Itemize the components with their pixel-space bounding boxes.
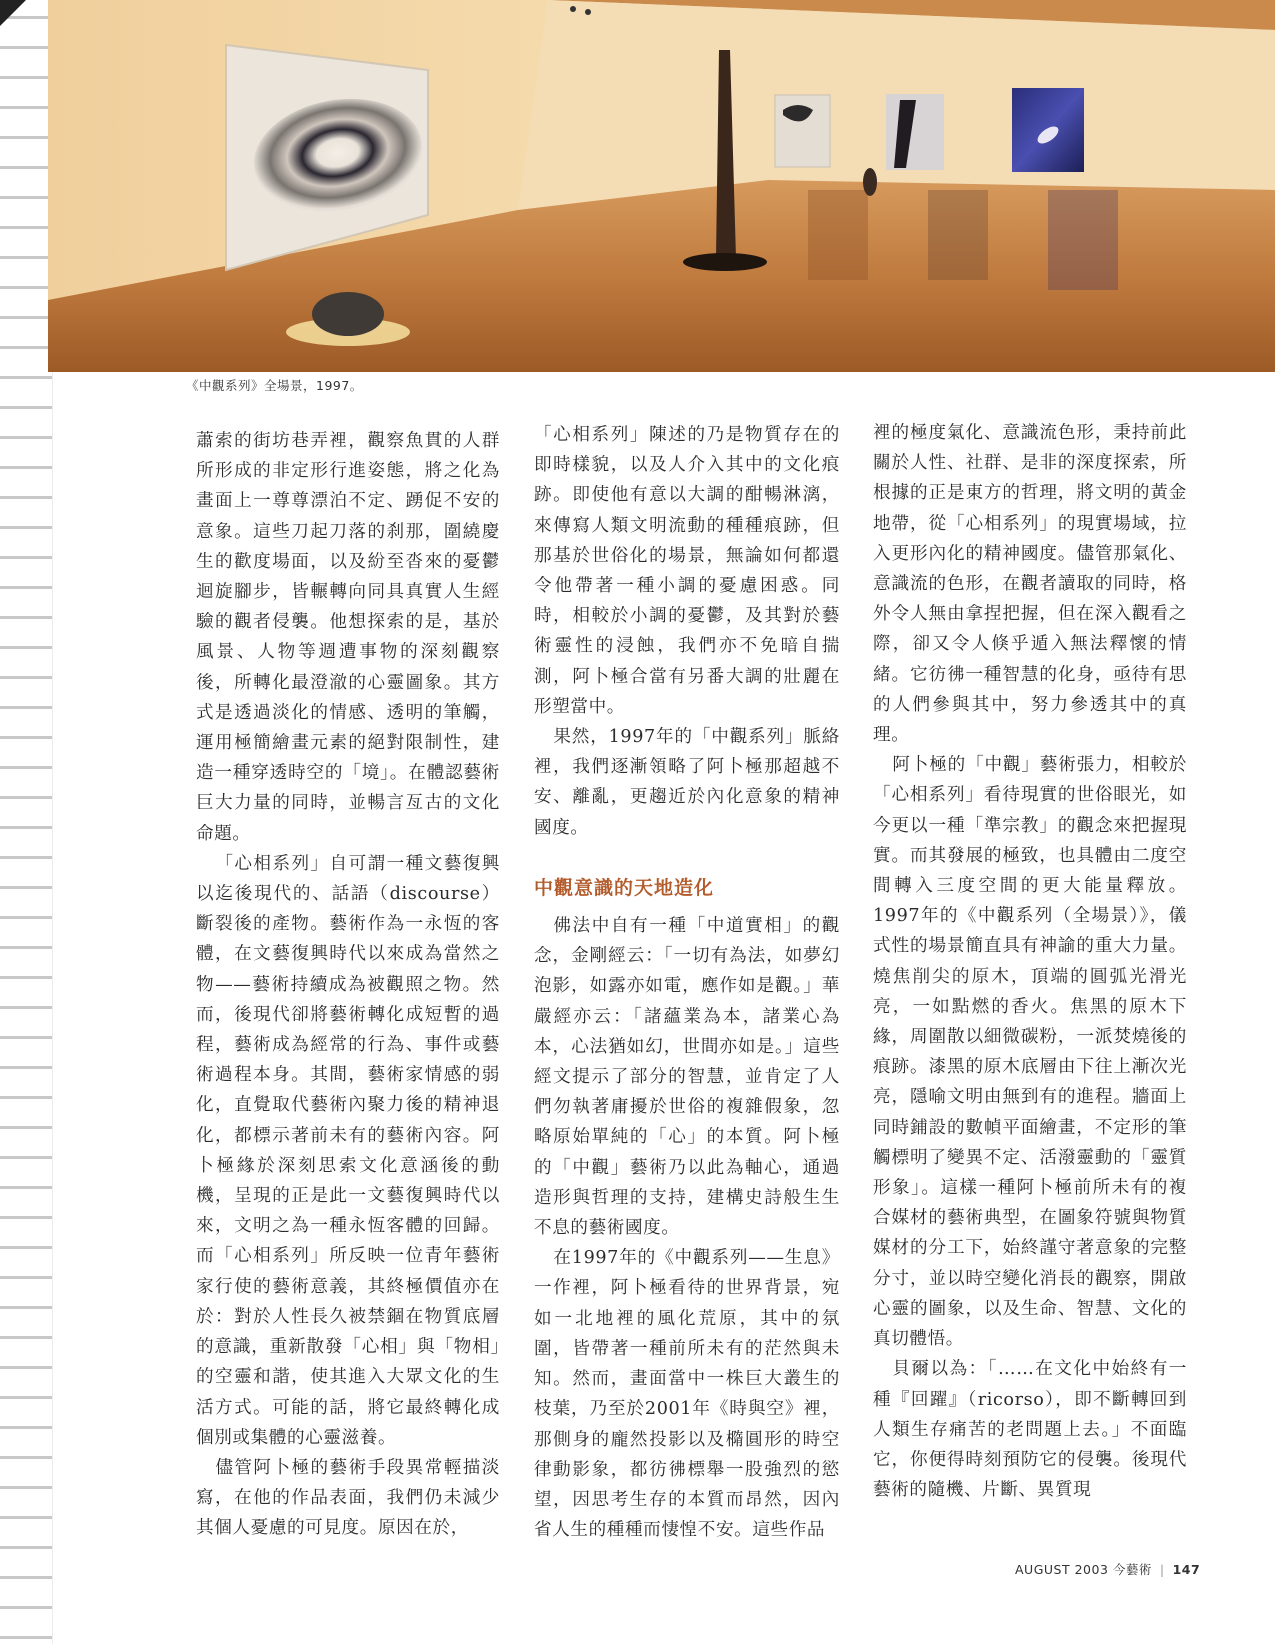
paragraph: 裡的極度氣化、意識流色形，秉持前此關於人性、社群、是非的深度探索，所根據的正是東方的哲理，將文明的黃金地帶，從「心相系列」的現實場域，拉入更形內化的精神國度。儘管那氣化、意識流的色形，在觀者讀取的同時，格外令人無由拿捏把握，但在深入觀看之際，卻又令人倏乎遁入無法釋懷的情緒。它彷彿一種智慧的化身，亟待有思的人們參與其中，努力參透其中的真理。 (873, 423, 1187, 746)
paragraph: 貝爾以為：「……在文化中始終有一種『回躍』（ricorso），即不斷轉回到人類生存痛苦的老問題上去。」不面臨它，你便得時刻預防它的侵襲。後現代藝術的隨機、片斷、異質現 (873, 1359, 1187, 1501)
footer-separator: | (1159, 1562, 1165, 1577)
scan-binding-edge (0, 0, 53, 1644)
page-footer (1015, 1560, 1200, 1578)
page-number: 147 (1172, 1562, 1201, 1577)
paragraph: 佛法中自有一種「中道實相」的觀念，金剛經云：「一切有為法，如夢幻泡影，如露亦如電，應作如是觀。」華嚴經亦云：「諸蘊業為本，諸業心為本，心法猶如幻，世間亦如是。」這些經文提示了部分的智慧，並肯定了人們勿執著庸擾於世俗的複雜假象，忽略原始單純的「心」的本質。阿卜極的「中觀」藝術乃以此為軸心，通過造形與哲理的支持，建構史詩般生生不息的藝術國度。 (534, 916, 840, 1239)
paragraph: 「心相系列」自可謂一種文藝復興以迄後現代的、話語（discourse）斷裂後的產物。藝術作為一永恆的客體，在文藝復興時代以來成為當然之物——藝術持續成為被觀照之物。然而，後現代卻將藝術轉化成短暫的過程，藝術成為經常的行為、事件或藝術過程本身。其間，藝術家情感的弱化，直覺取代藝術內聚力後的精神退化，都標示著前未有的藝術內容。阿卜極緣於深刻思索文化意涵後的動機，呈現的正是此一文藝復興時代以來，文明之為一種永恆客體的回歸。而「心相系列」所反映一位青年藝術家行使的藝術意義，其終極價值亦在於：對於人性長久被禁錮在物質底層的意識，重新散發「心相」與「物相」的空靈和諧，使其進入大眾文化的生活方式。可能的話，將它最終轉化成個別或集體的心靈滋養。 (196, 853, 500, 1448)
photo-caption: 《中觀系列》全場景，1997。 (186, 378, 363, 393)
paragraph: 蕭索的街坊巷弄裡，觀察魚貫的人群所形成的非定形行進姿態，將之化為畫面上一尊尊漂泊不定、踴促不安的意象。這些刀起刀落的刹那，圍繞慶生的歡度場面，以及紛至沓來的憂鬱迴旋腳步，皆輾轉向同具真實人生經驗的觀者侵襲。他想探索的是，基於風景、人物等週遭事物的深刻觀察後，所轉化最澄澈的心靈圖象。其方式是透過淡化的情感、透明的筆觸，運用極簡繪畫元素的絕對限制性，建造一種穿透時空的「境」。在體認藝術巨大力量的同時，並暢言亙古的文化命題。 (196, 431, 500, 844)
paragraph: 儘管阿卜極的藝術手段異常輕描淡寫，在他的作品表面，我們仍未減少其個人憂慮的可見度。原因在於， (196, 1457, 500, 1539)
paragraph: 果然，1997年的「中觀系列」脈絡裡，我們逐漸領略了阿卜極那超越不安、離亂，更趨近於內化意象的精神國度。 (534, 727, 840, 838)
scan-corner-mark (0, 0, 26, 26)
issue-label: AUGUST 2003 今藝術 (1015, 1562, 1152, 1577)
section-heading: 中觀意識的天地造化 (534, 876, 715, 899)
text-column-3 (873, 418, 1187, 1505)
gallery-photo (48, 0, 1275, 372)
text-column-1 (196, 426, 500, 1544)
paragraph: 阿卜極的「中觀」藝術張力，相較於「心相系列」看待現實的世俗眼光，如今更以一種「準宗教」的觀念來把握現實。而其發展的極致，也具體由二度空間轉入三度空間的更大能量釋放。1997年的《中觀系列（全場景）》，儀式性的場景簡直具有神諭的重大力量。燒焦削尖的原木，頂端的圓弧光滑光亮，一如點燃的香火。焦黑的原木下緣，周圍散以細微碳粉，一派焚燒後的痕跡。漆黑的原木底層由下往上漸次光亮，隱喻文明由無到有的進程。牆面上同時鋪設的數幀平面繪畫，不定形的筆觸標明了變異不定、活潑靈動的「靈質形象」。這樣一種阿卜極前所未有的複合媒材的藝術典型，在圖象符號與物質媒材的分工下，始終謹守著意象的完整分寸，並以時空變化消長的觀察，開啟心靈的圖象，以及生命、智慧、文化的真切體悟。 (873, 755, 1187, 1350)
text-column-2 (534, 420, 840, 1545)
paragraph: 「心相系列」陳述的乃是物質存在的即時樣貌，以及人介入其中的文化痕跡。即使他有意以大調的酣暢淋漓，來傳寫人類文明流動的種種痕跡，但那基於世俗化的場景，無論如何都還令他帶著一種小調的憂慮困惑。同時，相較於小調的憂鬱，及其對於藝術靈性的浸蝕，我們亦不免暗自揣測，阿卜極合當有另番大調的壯麗在形塑當中。 (534, 425, 840, 717)
paragraph: 在1997年的《中觀系列——生息》一作裡，阿卜極看待的世界背景，宛如一北地裡的風化荒原，其中的氛圍，皆帶著一種前所未有的茫然與未知。然而，畫面當中一株巨大叢生的枝葉，乃至於2001年《時與空》裡，那側身的龐然投影以及橢圓形的時空律動影象，都彷彿標舉一股強烈的慾望，因思考生存的本質而昂然，因內省人生的種種而悽惶不安。這些作品 (534, 1248, 840, 1541)
